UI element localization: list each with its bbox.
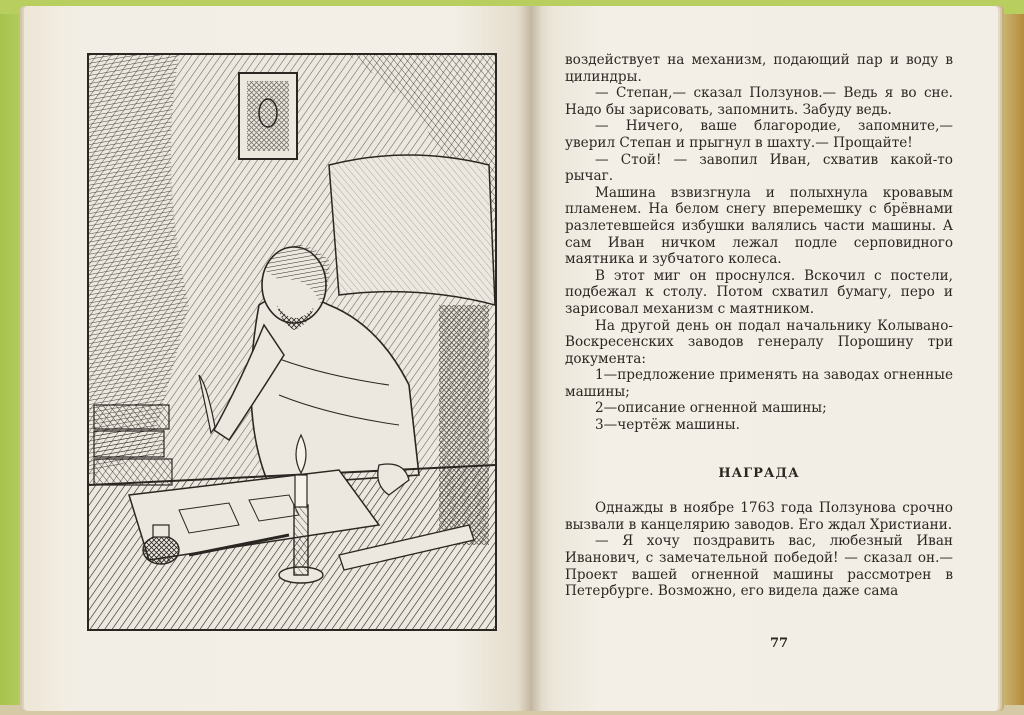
engraving-image (89, 55, 495, 629)
list-item: 3—чертёж машины. (595, 417, 740, 434)
paragraph: — Ничего, ваше благородие, запомните,— уверил Степан и прыгнул в шахту.— Прощайте! (565, 118, 953, 151)
paragraph: — Степан,— сказал Ползунов.— Ведь я во сне. Надо бы зарисовать, запомнить. Забуду ведь. (565, 85, 953, 118)
paragraph: На другой день он подал начальнику Колывано-Воскресенских заводов генералу Порошину три документа: (565, 317, 953, 367)
paragraph: В этот миг он проснулся. Вскочил с постели, подбежал к столу. Потом схватил бумагу, перо и зарисовал механизм с маятником. (565, 267, 953, 317)
paragraph: — Я хочу поздравить вас, любезный Иван Иванович, с замечательной победой! — сказал он.— Проект вашей огненной машины рассмотрен в Петербурге. Возможно, его видела даже сама (565, 533, 953, 600)
book-gutter (518, 6, 542, 711)
page-number: 77 (769, 636, 789, 651)
paragraph: — Стой! — завопил Иван, схватив какой-то рычаг. (565, 151, 953, 185)
paragraph: Однажды в ноябре 1763 года Ползунова срочно вызвали в канцелярию заводов. Его ждал Христиани. (565, 500, 953, 533)
right-page-text (565, 52, 953, 600)
paragraph: воздействует на механизм, подающий пар и воду в цилиндры. (565, 52, 953, 85)
list-item: 1—предложение применять на заводах огненные машины; (565, 367, 953, 400)
paragraph: Машина взвизгнула и полыхнула кровавым пламенем. На белом снегу вперемешку с брёвнами разлетевшейся избушки валялись части машины. А сам Иван ничком лежал подле серповидного маятника и зубчатого колеса. (565, 184, 953, 268)
illustration-inventor-at-desk (87, 53, 497, 631)
list-item: 2—описание огненной машины; (595, 400, 827, 417)
section-heading: НАГРАДА (718, 465, 800, 481)
